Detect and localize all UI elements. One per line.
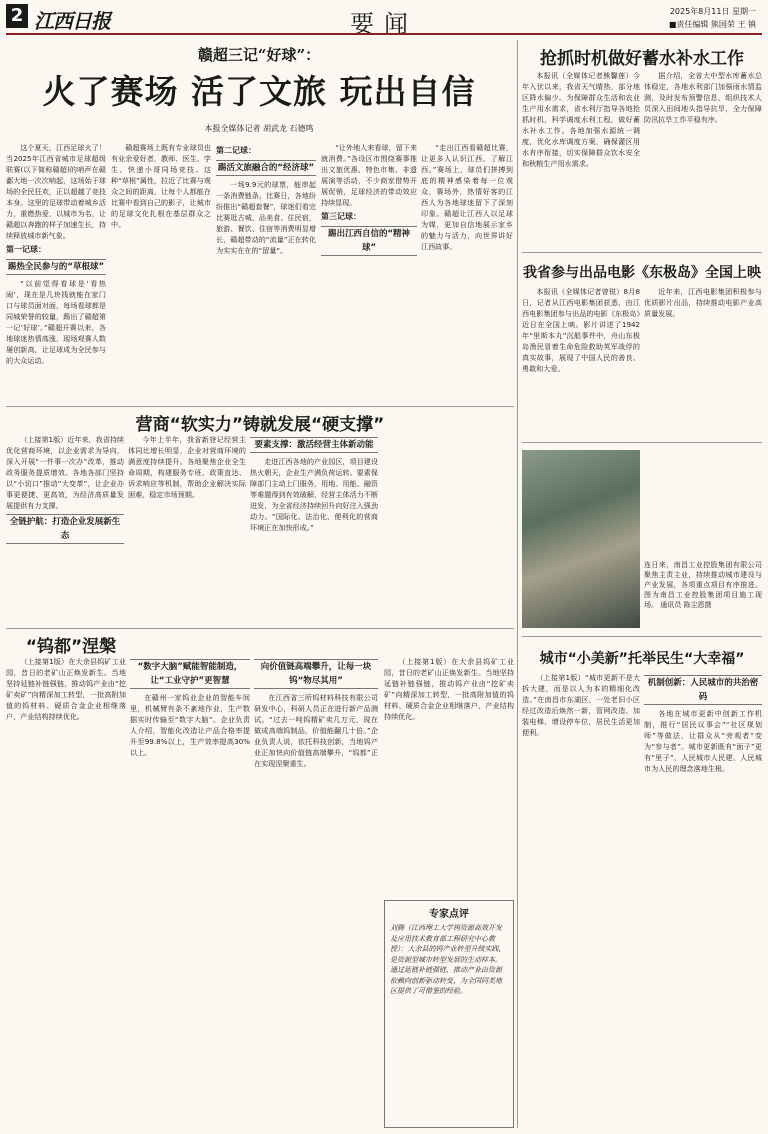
right-divider-1 — [522, 252, 762, 253]
article3-text2: 在赣州一家钨业企业的智能车间里，机械臂有条不紊地作业，生产数据实时传输至“数字大脑”。企业负责人介绍，智能化改造让产品合格率提升至99.8%以上，生产效率提高30%以上。 — [130, 693, 250, 757]
editors-line: ■责任编辑 熊国荣 王 镇 — [668, 20, 756, 29]
right2-column-2 — [644, 286, 762, 436]
lead-s1-p1: “以前觉得看球是‘看热闹’，现在是几块钱就能在家门口与球员面对面，每场看球都是同城荣誉的较量，踢出了赣超第一记‘好球’。”赣超开赛以来，各地球迷热情高涨，现场观赛人数屡创新高，让足球成为全民参与的大众运动。 — [6, 279, 106, 365]
article2-column-1 — [6, 434, 124, 622]
right1-headline: 抢抓时机做好蓄水补水工作 — [540, 49, 744, 69]
lead-byline: 本报全媒体记者 胡武龙 石德鸣 — [204, 124, 314, 133]
photo-credit: 通讯员 陈尘恩摄 — [660, 601, 712, 609]
lead-s3-title: 第三记球： — [321, 212, 361, 221]
page-number: 2 — [6, 4, 28, 28]
right1-column-2 — [644, 70, 762, 246]
article3-text3: 在江西省三所钨材料科技有限公司研发中心，科研人员正在进行新产品测试。“过去一吨钨精矿卖几万元，现在做成高端钨制品，价值能翻几十倍。”企业负责人说，依托科技创新，当地钨产业正加快向价值链高端攀升，“钨都”正在实现涅槃重生。 — [254, 693, 378, 768]
right2-column-1 — [522, 286, 640, 436]
lead-intro: 这个夏天，江西足球火了！当2025年江西省城市足球超级联赛(以下简称赣超)的哨声在赣鄱大地一次次响起，这场始于球场的全民狂欢，正以超越了竞技本身。这里的足球带动着城乡活力，重燃热爱，以城市为名，让赣超以奔跑的样子加速生长，持续释放城市新气象。 — [6, 143, 106, 240]
right3-text: （上接第1版）“城市更新不是大拆大建，而是以人为本的精细化改造。”在南昌市东湖区，一处老旧小区经过改造后焕然一新，管网改造、加装电梯、增设停车位，居民生活更加便利。 — [522, 673, 640, 737]
article3-headline: “钨都”涅槃 — [25, 637, 117, 657]
article3-column-1 — [6, 656, 126, 1128]
lead-s2-p1: 一场9.9元的球票，能串起一条消费链条。比赛日，各地纷纷推出“赣超套餐”，球迷们看完比赛逛古城、品美食、住民宿，旅游、餐饮、住宿等消费明显增长，赣超带动的“流量”正在转化为实实在在的“留量”。 — [216, 180, 316, 255]
lead-column-5 — [421, 142, 513, 400]
lead-s2-sub: 踢活文旅融合的“经济球” — [216, 160, 316, 176]
section-title: 要闻 — [350, 10, 418, 38]
lead-s1-sub: 踢热全民参与的“草根球” — [6, 259, 106, 275]
lead-s2-p2: “让外地人来看球，留下来就消费。”各设区市围绕赛事推出文旅优惠、特色市集、非遗展演等活动，不少商家借势开展促销，足球经济的带动效应持续显现。 — [321, 143, 417, 207]
newspaper-name-logo: 江西日报 — [34, 9, 110, 33]
article3-text1: （上接第1版）在大余县钨矿工业园，昔日的老矿山正焕发新生。当地坚持延链补链强链，推动钨产业由“挖矿卖矿”向精深加工转型，一批高附加值的钨材料、硬质合金企业相继落户，产业结构持续优化。 — [6, 657, 126, 721]
article2-sub1: 全链护航：打造企业发展新生态 — [6, 514, 124, 544]
article2-column-3 — [250, 434, 378, 622]
article3-sub2: 向价值链高端攀升，让每一块钨“物尽其用” — [254, 659, 378, 689]
section-divider — [6, 406, 514, 407]
article2-column-2 — [128, 434, 246, 622]
article3-column-3 — [254, 656, 378, 1128]
right1-text: 本报讯（全媒体记者熊馨莲）今年入伏以来，我省天气晴热，部分地区降水偏少。为保障群众生活和农业生产用水需求，省水利厅指导各地抢抓时机，科学调度水利工程，做好蓄水补水工作。各地加强水源统一调度，优化水库调度方案，确保灌区用水有序衔接，切实保障群众饮水安全和秋粮生产用水需求。 — [522, 71, 640, 168]
right2-text: 本报讯（全媒体记者曾锐）8月8日，记者从江西电影集团获悉，由江西电影集团参与出品的电影《东极岛》近日在全国上映。影片讲述了1942年“里斯本丸”沉船事件中，舟山东极岛渔民冒着生命危险救助英军战俘的真实故事，展现了中国人民的善良、勇敢和大爱。 — [522, 287, 640, 373]
construction-photo — [522, 450, 640, 628]
article2-headline: 营商“软实力”铸就发展“硬支撑” — [135, 415, 385, 435]
lead-s3-p1: “走出江西看赣超比赛，让更多人认识江西、了解江西。”赛场上，球员们拼搏到底的精神感染着每一位观众，赛场外，热情好客的江西人为各地球迷留下了深刻印象。赣超让江西人以足球为媒，更加自信地展示家乡的魅力与活力，向世界讲好江西故事。 — [421, 143, 513, 251]
issue-date: 2025年8月11日 星期一 — [669, 7, 756, 16]
right1-text2: 据介绍，全省大中型水库蓄水总体稳定，各地水利部门加强雨水情监测，及时发布预警信息，组织技术人员深入田间地头指导抗旱，全力保障防汛抗旱工作平稳有序。 — [644, 71, 762, 124]
lead-s1-title: 第一记球： — [6, 245, 46, 254]
right2-text2: 近年来，江西电影集团积极参与优质影片出品，持续推动电影产业高质量发展。 — [644, 287, 762, 318]
right-divider-2 — [522, 442, 762, 443]
masthead — [6, 4, 762, 38]
masthead-rule — [6, 33, 762, 35]
section-divider-2 — [6, 628, 514, 629]
expert-comment-box — [384, 900, 514, 1128]
lead-s2-title: 第二记球： — [216, 146, 256, 155]
expert-comment-text: 刘腾（江西理工大学钨资源高效开发及应用技术教育部工程研究中心教授）：大余县的钨产业转型升级实践，是资源型城市转型发展的生动样本。通过延链补链强链，推动产业由资源依赖向创新驱动转变，为全国同类地区提供了可借鉴的经验。 — [390, 924, 506, 995]
article2-text2: 今年上半年，我省新登记经营主体同比增长明显，企业对营商环境的满意度持续提升。各地聚焦企业全生命周期，构建服务专班、政策直达、诉求响应等机制，帮助企业解决实际困难，稳定市场预期。 — [128, 435, 246, 499]
lead-column-3 — [216, 142, 316, 400]
right-divider-3 — [522, 636, 762, 637]
right3-column-2 — [644, 672, 762, 1128]
right3-sub: 机制创新：人民城市的共治密码 — [644, 675, 762, 705]
lead-column-2 — [111, 142, 211, 400]
lead-kicker: 赣超三记“好球”： — [197, 46, 321, 64]
article2-sub2: 要素支撑：激活经营主体新动能 — [250, 437, 378, 453]
article2-text1: （上接第1版）近年来，我省持续优化营商环境，以企业需求为导向，深入开展“一件事一次办”改革，推动政务服务提质增效。各地各部门坚持以“小切口”推动“大变革”，让企业办事更便捷、更高效，为经济高质量发展提供有力支撑。 — [6, 435, 124, 510]
photo-caption: 连日来，南昌工业控股集团有限公司聚焦主责主业，持续推动城市建设与产业发展，各项重点项目有序推进。图为南昌工业控股集团项目施工现场。 — [644, 561, 762, 609]
lead-headline: 火了赛场 活了文旅 玩出自信 — [42, 72, 476, 111]
right3-text2: 各地在城市更新中创新工作机制，推行“居民议事会”“社区规划师”等做法，让群众从“旁观者”变为“参与者”。城市更新既有“面子”更有“里子”，人民城市人民建、人民城市为人民的理念落地生根。 — [644, 709, 762, 773]
article3-column-4 — [384, 656, 514, 896]
right3-column-1 — [522, 672, 640, 1128]
article2-text3: 走进江西各地的产业园区，项目建设热火朝天，企业生产满负荷运转。要素保障部门主动上门服务，用地、用能、融资等难题得到有效破解，经营主体活力不断迸发，为全省经济持续回升向好注入强劲动力。“国际化、法治化、便利化的营商环境正在加快形成。” — [250, 457, 378, 532]
article3-column-2 — [130, 656, 250, 1128]
lead-s1-p2: 赣超赛场上既有专业球员也有业余爱好者，教师、医生、学生、快递小哥同场竞技。这种“草根”属性，拉近了比赛与观众之间的距离，让每个人都能在比赛中看到自己的影子，让城市的足球文化扎根在基层群众之中。 — [111, 143, 211, 229]
lead-column-1 — [6, 142, 106, 400]
right1-column-1 — [522, 70, 640, 246]
lead-column-4 — [321, 142, 417, 400]
article3-text1-cont: （上接第1版）在大余县钨矿工业园，昔日的老矿山正焕发新生。当地坚持延链补链强链，推动钨产业由“挖矿卖矿”向精深加工转型，一批高附加值的钨材料、硬质合金企业相继落户，产业结构持续优化。 — [384, 657, 514, 721]
column-divider — [517, 40, 518, 1128]
expert-comment-title: 专家点评 — [429, 909, 469, 920]
lead-s3-sub: 踢出江西自信的“精神球” — [321, 226, 417, 256]
photo-caption-box — [644, 560, 762, 628]
article3-sub1: “数字大脑”赋能智能制造，让“工业守护”更智慧 — [130, 659, 250, 689]
right2-headline: 我省参与出品电影《东极岛》全国上映 — [523, 265, 761, 281]
right3-headline: 城市“小美新”托举民生“大幸福” — [539, 651, 745, 667]
